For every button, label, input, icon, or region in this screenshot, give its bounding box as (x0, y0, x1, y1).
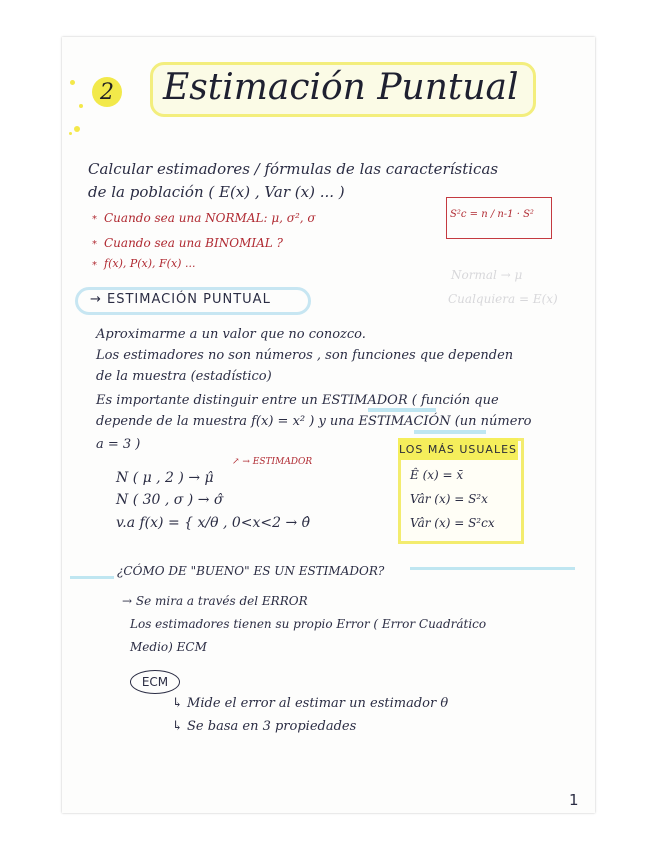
bullet-normal: Cuando sea una NORMAL: μ, σ², σ (104, 211, 316, 225)
highlight-dot (79, 104, 83, 108)
highlight-dot (70, 80, 75, 85)
ecm-point-1: ↳ Mide el error al estimar un estimador θ (172, 696, 449, 711)
section-heading-label: → ESTIMACIÓN PUNTUAL (90, 292, 271, 307)
section1-line-6: a = 3 ) (96, 437, 141, 452)
section2-heading: ¿CÓMO DE "BUENO" ES UN ESTIMADOR? (117, 564, 385, 578)
section1-line-4: Es importante distinguir entre un ESTIMADOR ( función que (96, 393, 499, 408)
highlight-estimacion (414, 430, 486, 434)
estimator-annotation: ↗ → ESTIMADOR (232, 457, 313, 467)
section2-line-3: Medio) ECM (130, 640, 207, 654)
bullet-marker: * (92, 260, 97, 271)
page-number: 1 (569, 791, 579, 809)
usual-item-var: Vâr (x) = S²x (410, 492, 488, 506)
section1-line-3: de la muestra (estadístico) (96, 369, 272, 384)
section1-line-2: Los estimadores no son números , son funciones que dependen (96, 348, 514, 363)
section-divider-right (410, 567, 575, 570)
section2-line-2: Los estimadores tienen su propio Error ( Error Cuadrático (130, 617, 487, 631)
highlight-estimador (368, 408, 436, 412)
bleed-through-text: Cualquiera = E(x) (448, 292, 558, 306)
intro-line-1: Calcular estimadores / fórmulas de las características (88, 160, 499, 178)
ecm-circle: ECM (130, 670, 180, 694)
bullet-functions: f(x), P(x), F(x) ... (104, 257, 196, 270)
chapter-number: 2 (92, 77, 122, 107)
section1-line-5: depende de la muestra f(x) = x² ) y una ESTIMACIÓN (un número (96, 414, 532, 429)
usual-item-var-corrected: Vâr (x) = S²cx (410, 516, 495, 530)
section1-line-1: Aproximarme a un valor que no conozco. (96, 327, 366, 342)
usual-estimators-title: LOS MÁS USUALES (398, 438, 518, 460)
usual-item-mean: Ê (x) = x̄ (410, 468, 464, 482)
highlight-dot (69, 132, 72, 135)
formula-text: S²c = n / n-1 · S² (450, 209, 534, 220)
example-normal-mu: N ( μ , 2 ) → μ̂ (116, 470, 214, 486)
example-normal-sigma: N ( 30 , σ ) → σ̂ (116, 492, 224, 508)
bleed-through-text: Normal → μ (451, 268, 523, 282)
ecm-point-2: ↳ Se basa en 3 propiedades (172, 719, 357, 734)
bullet-marker: * (92, 239, 97, 250)
intro-line-2: de la población ( E(x) , Var (x) ... ) (88, 183, 345, 201)
section-heading-estimacion (75, 287, 311, 315)
bullet-marker: * (92, 214, 97, 225)
bullet-binomial: Cuando sea una BINOMIAL ? (104, 236, 283, 250)
section-divider-left (70, 576, 114, 579)
example-va-theta: v.a f(x) = { x/θ , 0<x<2 → θ̂ (116, 515, 311, 531)
page-title: Estimación Puntual (150, 62, 536, 117)
highlight-dot (74, 126, 80, 132)
section2-line-1: → Se mira a través del ERROR (122, 594, 308, 608)
